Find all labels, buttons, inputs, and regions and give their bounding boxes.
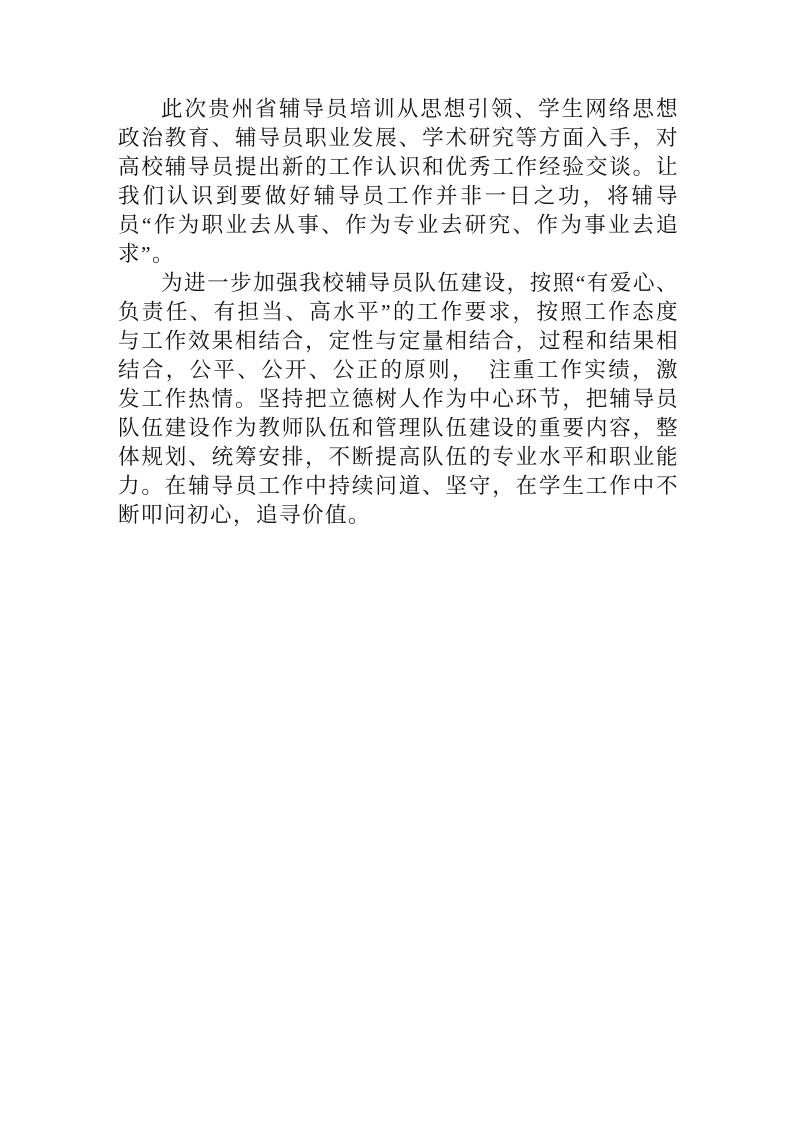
- paragraph-training-summary: 此次贵州省辅导员培训从思想引领、学生网络思想政治教育、辅导员职业发展、学术研究等方面入手，对高校辅导员提出新的工作认识和优秀工作经验交谈。让我们认识到要做好辅导员工作并非一日之功，将辅导员“作为职业去从事、作为专业去研究、作为事业去追求”。: [118, 97, 679, 266]
- paragraph-team-building: 为进一步加强我校辅导员队伍建设，按照“有爱心、负责任、有担当、高水平”的工作要求，按照工作态度与工作效果相结合，定性与定量相结合，过程和结果相结合，公平、公开、公正的原则， 注重工作实绩，激发工作热情。坚持把立德树人作为中心环节，把辅导员队伍建设作为教师队伍和管理队伍建设的重要内容，整体规划、统筹安排，不断提高队伍的专业水平和职业能力。在辅导员工作中持续问道、坚守，在学生工作中不断叩问初心，追寻价值。: [118, 271, 679, 527]
